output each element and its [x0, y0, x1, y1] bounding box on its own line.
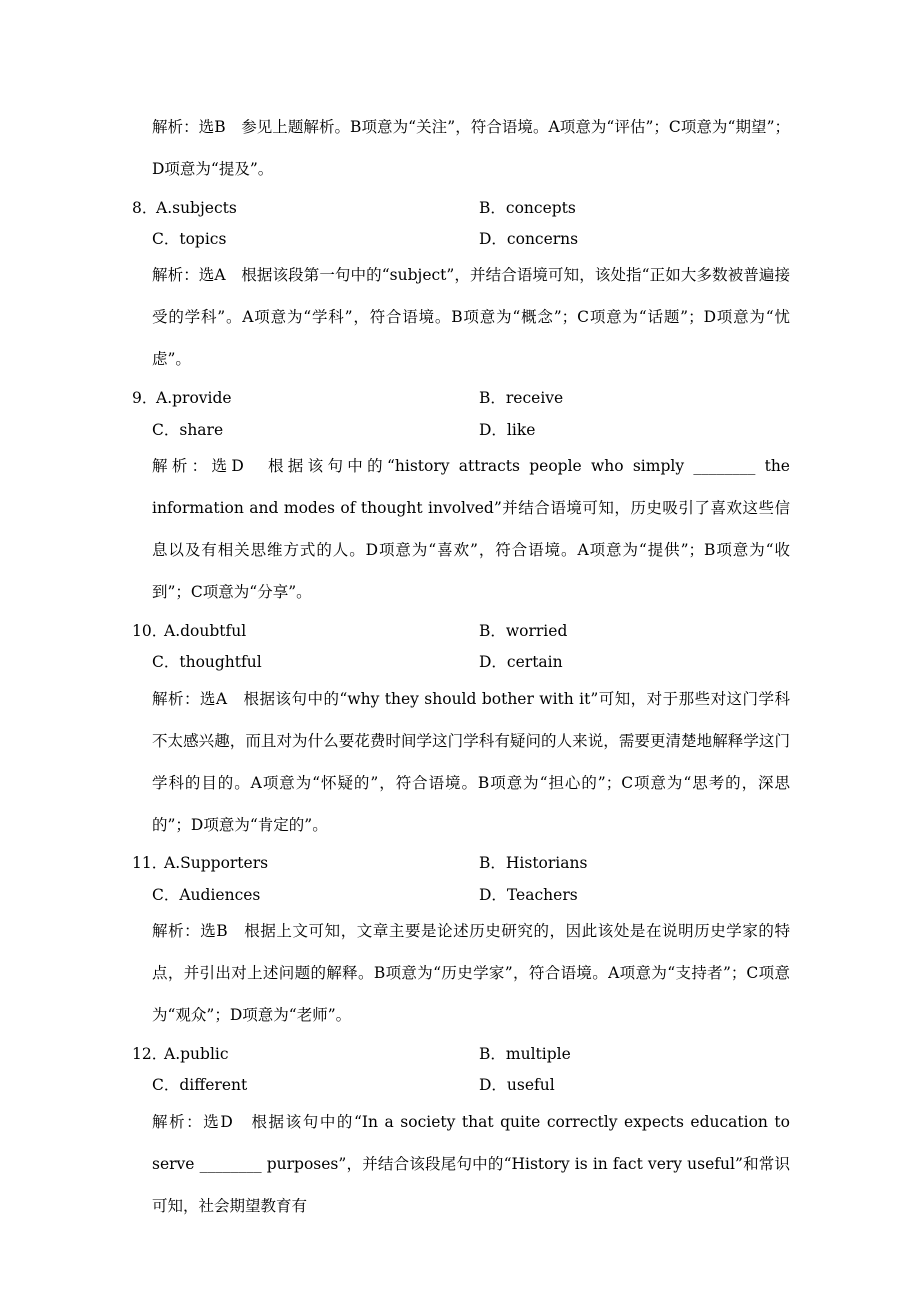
option-c-8: C．topics — [152, 230, 227, 248]
explanation-q9: 解析：选D 根据该句中的“history attracts people who simply ________ the information and modes of thought involved”并结合语境可知，历史吸引了喜欢这些信息以及有相关思维方式的人。D项意为“喜欢”，符合语境。A项意为“提供”；B项意为“收到”；C项意为“分享”。 — [152, 457, 790, 601]
question-number-12: 12． — [132, 1045, 168, 1063]
option-a-8: A.subjects — [156, 199, 237, 217]
explanation-q7: 解析：选B 参见上题解析。B项意为“关注”，符合语境。A项意为“评估”；C项意为“期望”；D项意为“提及”。 — [152, 118, 790, 178]
option-a-10: A.doubtful — [164, 622, 247, 640]
option-a-12: A.public — [164, 1045, 229, 1063]
explanation-q12: 解析：选D 根据该句中的“In a society that quite correctly expects education to serve ________ purposes”，并结合该段尾句中的“History is in fact very useful”和常识可知，社会期望教育有 — [152, 1113, 790, 1215]
option-d-8: D．concerns — [479, 230, 579, 248]
option-d-11: D．Teachers — [479, 886, 578, 904]
explanation-q8: 解析：选A 根据该段第一句中的“subject”，并结合语境可知，该处指“正如大多数被普遍接受的学科”。A项意为“学科”，符合语境。B项意为“概念”；C项意为“话题”；D项意为“忧虑”。 — [152, 266, 790, 368]
question-number-9: 9． — [132, 389, 158, 407]
option-c-10: C．thoughtful — [152, 653, 262, 671]
option-c-9: C．share — [152, 421, 224, 439]
option-d-12: D．useful — [479, 1076, 555, 1094]
explanation-q10: 解析：选A 根据该句中的“why they should bother with it”可知，对于那些对这门学科不太感兴趣，而且对为什么要花费时间学这门学科有疑问的人来说，需要更清楚地解释学这门学科的目的。A项意为“怀疑的”，符合语境。B项意为“担心的”；C项意为“思考的，深思的”；D项意为“肯定的”。 — [152, 690, 790, 834]
option-a-11: A.Supporters — [164, 854, 269, 872]
option-b-9: B．receive — [479, 389, 564, 407]
question-number-10: 10． — [132, 622, 168, 640]
question-number-11: 11． — [132, 854, 168, 872]
option-c-11: C．Audiences — [152, 886, 261, 904]
option-b-8: B．concepts — [479, 199, 576, 217]
option-b-10: B．worried — [479, 622, 568, 640]
question-number-8: 8． — [132, 199, 158, 217]
option-a-9: A.provide — [156, 389, 232, 407]
option-d-10: D．certain — [479, 653, 563, 671]
option-d-9: D．like — [479, 421, 536, 439]
option-b-12: B．multiple — [479, 1045, 571, 1063]
option-c-12: C．different — [152, 1076, 248, 1094]
option-b-11: B．Historians — [479, 854, 588, 872]
explanation-q11: 解析：选B 根据上文可知，文章主要是论述历史研究的，因此该处是在说明历史学家的特点，并引出对上述问题的解释。B项意为“历史学家”，符合语境。A项意为“支持者”；C项意为“观众”；D项意为“老师”。 — [152, 922, 790, 1024]
